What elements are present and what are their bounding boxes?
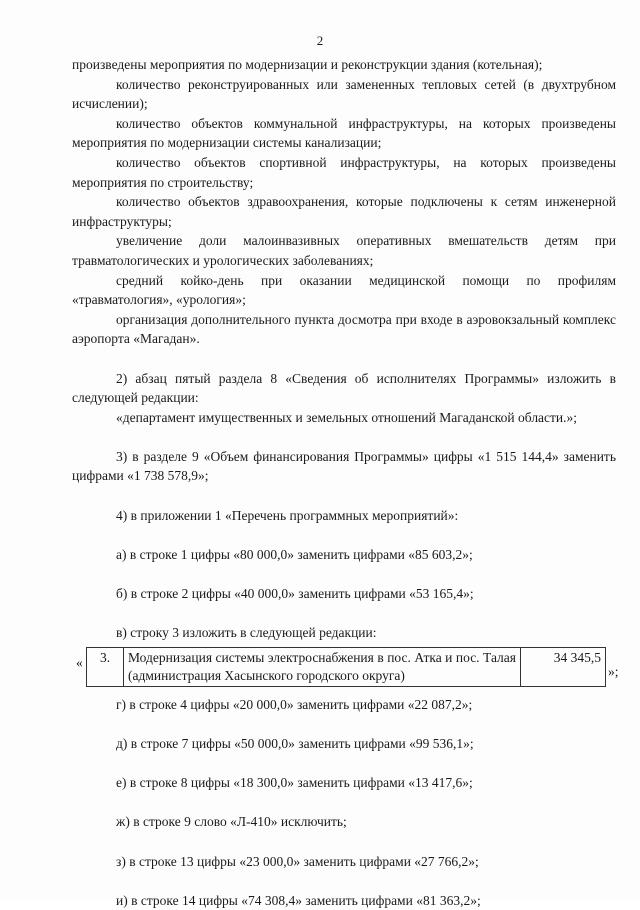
sub-item-v: в) строку 3 изложить в следующей редакции: <box>116 625 377 641</box>
amendment-row-block <box>72 645 619 687</box>
paragraph-indicator-2: количество реконструированных или замененных тепловых сетей (в двухтрубном исчислении); <box>72 76 616 112</box>
paragraph-indicator-5: количество объектов здравоохранения, которые подключены к сетям инженерной инфраструктуры; <box>72 194 616 229</box>
table-close-quote: »; <box>608 663 619 679</box>
sub-item-i: и) в строке 14 цифры «74 308,4» заменить цифрами «81 363,2»; <box>116 892 481 908</box>
paragraph-indicator-8: организация дополнительного пункта досмотра при входе в аэровокзальный комплекс аэропорта «Магадан». <box>72 311 616 347</box>
paragraph-indicator-1: произведены мероприятия по модернизации и реконструкции здания (котельная); <box>72 57 543 72</box>
sub-item-b: б) в строке 2 цифры «40 000,0» заменить цифрами «53 165,4»; <box>116 586 474 602</box>
item-4-text: 4) в приложении 1 «Перечень программных мероприятий»: <box>116 507 459 523</box>
paragraph-indicator-4: количество объектов спортивной инфраструктуры, на которых произведены мероприятия по строительству; <box>72 154 616 190</box>
table-open-quote: « <box>76 654 83 670</box>
sub-item-g: г) в строке 4 цифры «20 000,0» заменить цифрами «22 087,2»; <box>116 696 473 712</box>
paragraph-indicator-7: средний койко-день при оказании медицинской помощи по профилям «травматология», «урология»; <box>72 272 616 308</box>
table-row <box>87 647 606 686</box>
row-amount-cell: 34 345,5 <box>521 647 606 686</box>
page-number: 2 <box>316 33 324 48</box>
item-2-text: 2) абзац пятый раздела 8 «Сведения об исполнителях Программы» изложить в следующей редакции: <box>72 370 616 406</box>
amendment-table <box>86 647 606 687</box>
paragraph-indicator-6: увеличение доли малоинвазивных оперативных вмешательств детям при травматологических и урологических заболеваниях; <box>72 233 616 268</box>
item-2-quote: «департамент имущественных и земельных отношений Магаданской области.»; <box>116 409 578 425</box>
item-3-text: 3) в разделе 9 «Объем финансирования Программы» цифры «1 515 144,4» заменить цифрами «1 738 578,9»; <box>72 448 616 484</box>
row-description-cell: Модернизация системы электроснабжения в пос. Атка и пос. Талая (администрация Хасынского городского округа) <box>124 647 521 686</box>
sub-item-a: а) в строке 1 цифры «80 000,0» заменить цифрами «85 603,2»; <box>116 546 473 562</box>
sub-item-d: д) в строке 7 цифры «50 000,0» заменить цифрами «99 536,1»; <box>116 736 474 751</box>
document-body <box>72 55 619 910</box>
sub-item-e: е) в строке 8 цифры «18 300,0» заменить цифрами «13 417,6»; <box>116 775 473 791</box>
row-number-cell: 3. <box>87 647 124 686</box>
sub-item-z: з) в строке 13 цифры «23 000,0» заменить цифрами «27 766,2»; <box>116 853 479 869</box>
paragraph-indicator-3: количество объектов коммунальной инфраструктуры, на которых произведены мероприятия по модернизации системы канализации; <box>72 115 616 151</box>
sub-item-zh: ж) в строке 9 слово «Л-410» исключить; <box>116 814 347 830</box>
